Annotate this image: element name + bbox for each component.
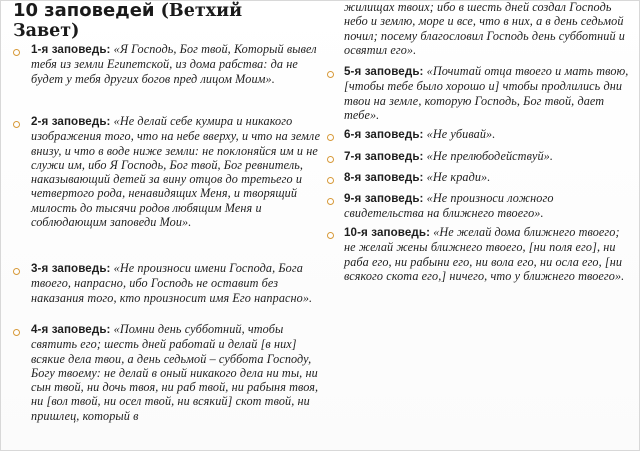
slide-title — [13, 1, 313, 41]
bullet-marker — [13, 121, 20, 128]
bullet-marker — [327, 134, 334, 141]
commandment-head: 3-я заповедь: — [31, 262, 111, 275]
title-word: заповедей — [44, 0, 155, 21]
commandment-2 — [31, 114, 321, 229]
bullet-marker — [13, 329, 20, 336]
commandment-head: 8-я заповедь: — [344, 171, 424, 184]
commandment-9 — [344, 191, 634, 221]
commandment-text: «Не желай дома ближнего твоего; не желай жены ближнего твоего, [ни поля его], ни раба его, ни рабыни его, ни вола его, ни осла его, [ни всякого скота его,] ничего, что у ближнего твоего». — [344, 225, 625, 283]
commandment-head: 7-я заповедь: — [344, 150, 424, 163]
bullet-marker — [327, 232, 334, 239]
commandment-4-continuation: жилищах твоих; ибо в шесть дней создал Господь небо и землю, море и все, что в них, а в день седьмой почил; посему благословил Господь день субботний и освятил его». — [344, 0, 625, 57]
commandment-text: «Я Господь, Бог твой, Который вывел тебя из земли Египетской, из дома рабства: да не будет у тебя других богов пред лицом Моим». — [31, 42, 317, 86]
commandment-1 — [31, 42, 323, 86]
commandment-text: «Помни день субботний, чтобы святить его; шесть дней работай и делай [в них] всякие дела твои, а день седьмой – суббота Господу, Богу твоему: не делай в оный никакого дела ни ты, ни сын твой, ни дочь твоя, ни раб твой, ни рабыня твоя, ни [вол твой, ни осел твой, ни всякий] скот твой, ни пришлец, который в — [31, 322, 319, 423]
commandment-head: 2-я заповедь: — [31, 115, 111, 128]
commandment-text: «Не делай себе кумира и никакого изображения того, что на небе вверху, и что на земле внизу, и что в воде ниже земли: не поклоняйся им и не служи им, ибо Я Господь, Бог твой, Бог ревнитель, наказывающий детей за вину отцов до третьего и четвертого рода, ненавидящих Меня, и творящий милость до тысячи родов любящим Меня и соблюдающим заповеди Мои». — [31, 114, 321, 230]
bullet-marker — [13, 268, 20, 275]
commandment-head: 9-я заповедь: — [344, 192, 424, 205]
commandment-10 — [344, 225, 634, 283]
commandment-head: 1-я заповедь: — [31, 43, 111, 56]
commandment-text: «Почитай отца твоего и мать твою, [чтобы тебе было хорошо и] чтобы продлились дни твои на земле, которую Господь, Бог твой, дает тебе». — [344, 64, 629, 122]
bullet-marker — [327, 177, 334, 184]
commandment-6 — [344, 127, 634, 142]
commandment-7 — [344, 149, 634, 164]
commandment-head: 6-я заповедь: — [344, 128, 424, 141]
commandment-4 — [31, 322, 321, 423]
bullet-marker — [327, 156, 334, 163]
commandment-5 — [344, 64, 634, 122]
bullet-marker — [327, 71, 334, 78]
commandment-3 — [31, 261, 321, 305]
bullet-marker — [13, 49, 20, 56]
commandment-head: 4-я заповедь: — [31, 323, 111, 336]
commandment-head: 5-я заповедь: — [344, 65, 424, 78]
commandment-text: «Не убивай». — [423, 127, 496, 141]
bullet-marker — [327, 198, 334, 205]
commandment-text: «Не кради». — [423, 170, 491, 184]
title-number: 10 — [13, 0, 39, 21]
commandment-text: «Не произноси имени Господа, Бога твоего, напрасно, ибо Господь не оставит без наказания того, кто произносит имя Его напрасно». — [31, 261, 313, 305]
title-rest: (Ветхий Завет) — [13, 1, 243, 41]
commandment-8 — [344, 170, 634, 185]
commandment-text: «Не прелюбодействуй». — [423, 149, 554, 163]
commandment-text: «Не произноси ложного свидетельства на ближнего твоего». — [344, 191, 554, 221]
commandment-head: 10-я заповедь: — [344, 226, 431, 239]
